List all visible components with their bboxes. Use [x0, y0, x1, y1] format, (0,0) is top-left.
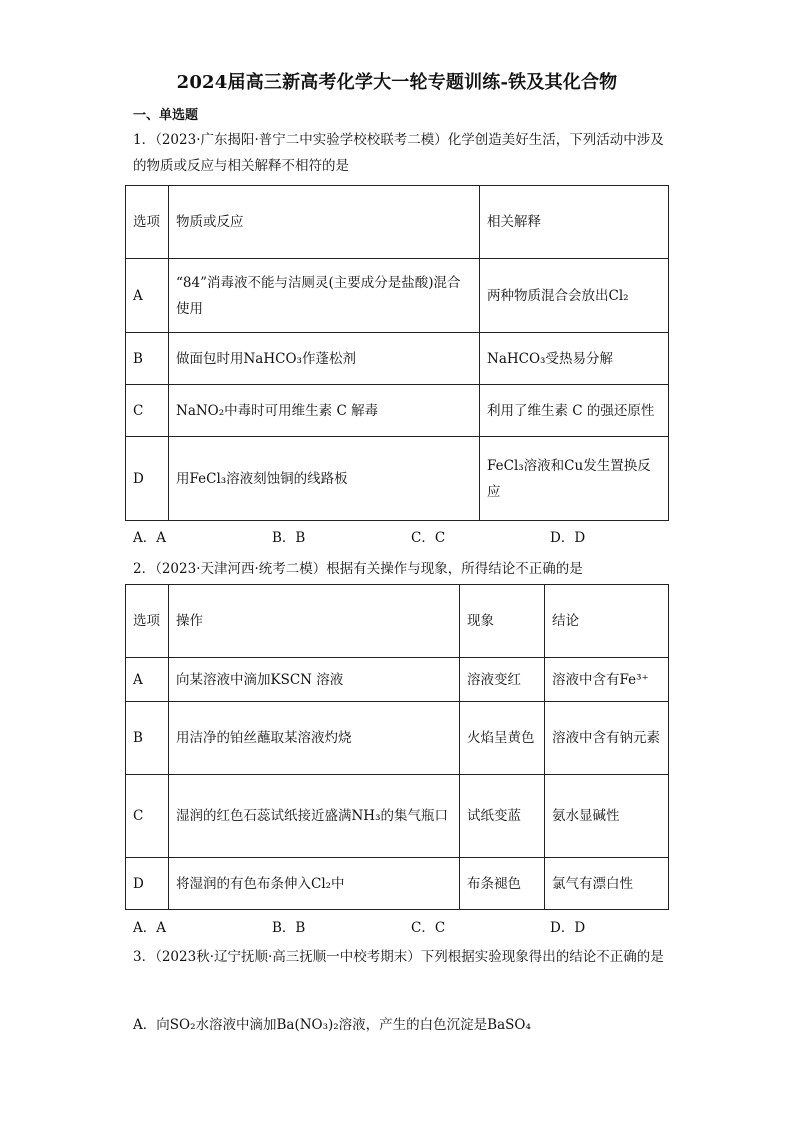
question-1-options	[133, 526, 689, 546]
table-header-cell: 选项	[126, 585, 169, 658]
question-2-table	[125, 584, 669, 910]
question-2-stem: 2．（2023·天津河西·统考二模）根据有关操作与现象，所得结论不正确的是	[133, 561, 583, 577]
content-cell: 用洁净的铂丝蘸取某溶液灼烧	[169, 702, 460, 775]
option-c[interactable]: C．C	[411, 920, 446, 936]
question-1-stem: 1．（2023·广东揭阳·普宁二中实验学校校联考二模）化学创造美好生活，下列活动中涉及的物质或反应与相关解释不相符的是	[133, 132, 664, 174]
table-header-cell: 操作	[169, 585, 460, 658]
content-cell: “84”消毒液不能与洁厕灵(主要成分是盐酸)混合使用	[169, 259, 480, 333]
table-header-cell: 物质或反应	[169, 186, 480, 259]
option-d[interactable]: D．D	[550, 920, 586, 936]
table-row	[126, 658, 669, 702]
table-row	[126, 775, 669, 858]
content-cell: 两种物质混合会放出Cl₂	[480, 259, 669, 333]
content-cell: 溶液变红	[460, 658, 545, 702]
content-cell: 火焰呈黄色	[460, 702, 545, 775]
question-3-stem: 3．（2023秋·辽宁抚顺·高三抚顺一中校考期末）下列根据实验现象得出的结论不正确的是	[133, 949, 664, 965]
table-row	[126, 702, 669, 775]
content-cell: 试纸变蓝	[460, 775, 545, 858]
content-cell: 氨水显碱性	[545, 775, 669, 858]
table-header-row	[126, 186, 669, 259]
section-heading: 一、单选题	[133, 108, 199, 123]
page-title: 2024届高三新高考化学大一轮专题训练-铁及其化合物	[176, 72, 618, 93]
table-header-cell: 相关解释	[480, 186, 669, 259]
option-d[interactable]: D．D	[550, 530, 586, 546]
table-row	[126, 858, 669, 910]
option-cell: D	[126, 858, 169, 910]
table-header-row	[126, 585, 669, 658]
content-cell: NaHCO₃受热易分解	[480, 333, 669, 385]
table-header-cell: 现象	[460, 585, 545, 658]
option-cell: C	[126, 385, 169, 437]
content-cell: 布条褪色	[460, 858, 545, 910]
question-1-table	[125, 185, 669, 521]
option-cell: B	[126, 333, 169, 385]
table-row	[126, 333, 669, 385]
content-cell: 湿润的红色石蕊试纸接近盛满NH₃的集气瓶口	[169, 775, 460, 858]
content-cell: 用FeCl₃溶液刻蚀铜的线路板	[169, 437, 480, 521]
content-cell: 做面包时用NaHCO₃作蓬松剂	[169, 333, 480, 385]
content-cell: 将湿润的有色布条伸入Cl₂中	[169, 858, 460, 910]
option-cell: B	[126, 702, 169, 775]
option-a[interactable]: A．A	[133, 530, 166, 546]
option-cell: C	[126, 775, 169, 858]
content-cell: 利用了维生素 C 的强还原性	[480, 385, 669, 437]
content-cell: 溶液中含有钠元素	[545, 702, 669, 775]
content-cell: 氯气有漂白性	[545, 858, 669, 910]
table-row	[126, 437, 669, 521]
content-cell: 溶液中含有Fe³⁺	[545, 658, 669, 702]
content-cell: NaNO₂中毒时可用维生素 C 解毒	[169, 385, 480, 437]
option-a[interactable]: A．A	[133, 920, 166, 936]
content-cell: FeCl₃溶液和Cu发生置换反应	[480, 437, 669, 521]
content-cell: 向某溶液中滴加KSCN 溶液	[169, 658, 460, 702]
option-cell: A	[126, 658, 169, 702]
option-c[interactable]: C．C	[411, 530, 446, 546]
table-header-cell: 选项	[126, 186, 169, 259]
question-3-option-a[interactable]: A．向SO₂水溶液中滴加Ba(NO₃)₂溶液，产生的白色沉淀是BaSO₄	[133, 1017, 531, 1033]
option-b[interactable]: B．B	[272, 920, 306, 936]
option-cell: D	[126, 437, 169, 521]
question-2-options	[133, 916, 689, 936]
table-header-cell: 结论	[545, 585, 669, 658]
table-row	[126, 259, 669, 333]
option-b[interactable]: B．B	[272, 530, 306, 546]
table-row	[126, 385, 669, 437]
option-cell: A	[126, 259, 169, 333]
